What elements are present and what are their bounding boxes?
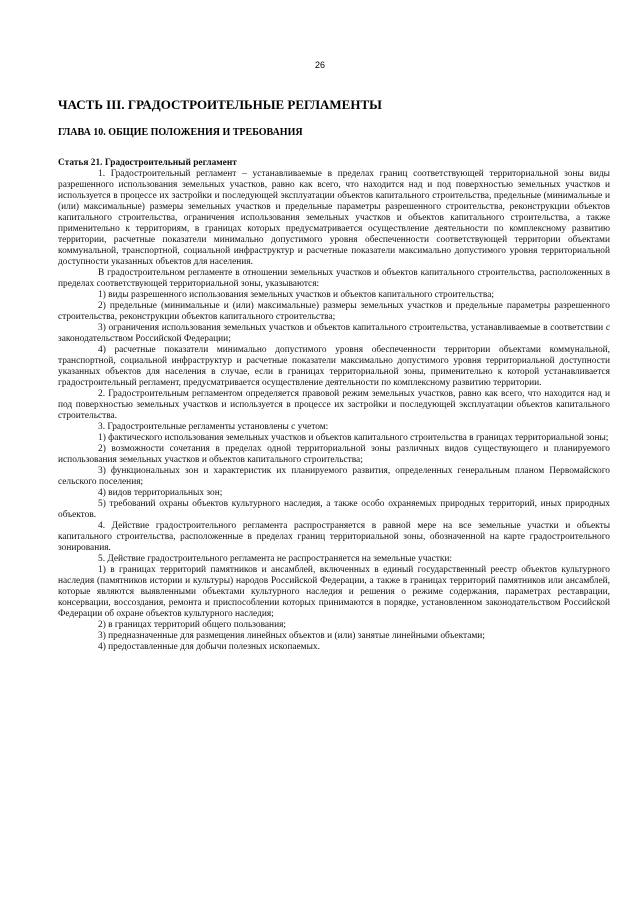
paragraph: 4) предоставленные для добычи полезных ископаемых. — [98, 642, 320, 652]
paragraph: 3) функциональных зон и характеристик их планируемого развития, определенных генеральным планом Первомайского сельского поселения; — [58, 466, 610, 487]
paragraph: 1) виды разрешенного использования земельных участков и объектов капитального строительства; — [98, 290, 494, 300]
paragraph: 5. Действие градостроительного регламента не распространяется на земельные участки: — [98, 554, 453, 564]
paragraph: 1. Градостроительный регламент – устанавливаемые в пределах границ соответствующей территориальной зоны виды разрешенного использования земельных участков, равно как всего, что находится над и под поверхностью земельных участков и используется в процессе их застройки и последующей эксплуатации объектов капитального строительства, предельные (минимальные и (или) максимальные) размеры земельных участков и предельные параметры разрешенного строительства, реконструкции объектов капитального строительства, ограничения использования земельных участков и объектов капитального строительства, а также применительно к территориям, в границах которых предусматривается осуществление деятельности по комплексному развитию территории, расчетные показатели минимально допустимого уровня обеспеченности соответствующей территории объектами коммунальной, транспортной, социальной инфраструктур и расчетные показатели максимально допустимого уровня территориальной доступности указанных объектов для населения. — [58, 169, 610, 267]
paragraph: 1) фактического использования земельных участков и объектов капитального строительства в границах территориальной зоны; — [98, 433, 609, 443]
article-title: Статья 21. Градостроительный регламент — [58, 158, 237, 168]
paragraph: 2) в границах территорий общего пользования; — [98, 620, 287, 630]
paragraph: 1) в границах территорий памятников и ансамблей, включенных в единый государственный реестр объектов культурного наследия (памятников истории и культуры) народов Российской Федерации, а также в границах территорий памятников или ансамблей, которые являются выявленными объектами культурного наследия и решения о режиме содержания, параметрах реставрации, консервации, воссоздания, ремонта и приспособлении которых принимаются в порядке, установленном законодательством Российской Федерации об охране объектов культурного наследия; — [58, 565, 610, 619]
paragraph: 3) ограничения использования земельных участков и объектов капитального строительства, устанавливаемые в соответствии с законодательством Российской Федерации; — [58, 323, 610, 344]
paragraph: 5) требований охраны объектов культурного наследия, а также особо охраняемых природных территорий, иных природных объектов. — [58, 499, 610, 520]
paragraph: 4) расчетные показатели минимально допустимого уровня обеспеченности территории объектами коммунальной, транспортной, социальной инфраструктур и расчетные показатели максимально допустимого уровня территориальной доступности указанных объектов для населения в случае, если в границах территориальной зоны, применительно к которой устанавливается градостроительный регламент, предусматривается осуществление деятельности по комплексному развитию территории. — [58, 345, 610, 388]
paragraph: 4) видов территориальных зон; — [98, 488, 223, 498]
part-title: ЧАСТЬ III. ГРАДОСТРОИТЕЛЬНЫЕ РЕГЛАМЕНТЫ — [58, 97, 382, 112]
chapter-title: ГЛАВА 10. ОБЩИЕ ПОЛОЖЕНИЯ И ТРЕБОВАНИЯ — [58, 127, 303, 138]
paragraph: 4. Действие градостроительного регламента распространяется в равной мере на все земельные участки и объекты капитального строительства, расположенные в пределах границ территориальной зоны, обозначенной на карте градостроительного зонирования. — [58, 521, 610, 553]
paragraph: 3) предназначенные для размещения линейных объектов и (или) занятые линейными объектами; — [98, 631, 485, 641]
paragraph: 3. Градостроительные регламенты установлены с учетом: — [98, 422, 329, 432]
page-number: 26 — [314, 60, 325, 70]
paragraph: В градостроительном регламенте в отношении земельных участков и объектов капитального строительства, расположенных в пределах соответствующей территориальной зоны, указываются: — [58, 268, 610, 289]
paragraph: 2. Градостроительным регламентом определяется правовой режим земельных участков, равно как всего, что находится над и под поверхностью земельных участков и используется в процессе их застройки и последующей эксплуатации объектов капитального строительства. — [58, 389, 610, 421]
article-body — [58, 158, 610, 653]
paragraph: 2) предельные (минимальные и (или) максимальные) размеры земельных участков и предельные параметры разрешенного строительства, реконструкции объектов капитального строительства; — [58, 301, 610, 322]
paragraph: 2) возможности сочетания в пределах одной территориальной зоны различных видов существующего и планируемого использования земельных участков и объектов капитального строительства; — [58, 444, 610, 465]
